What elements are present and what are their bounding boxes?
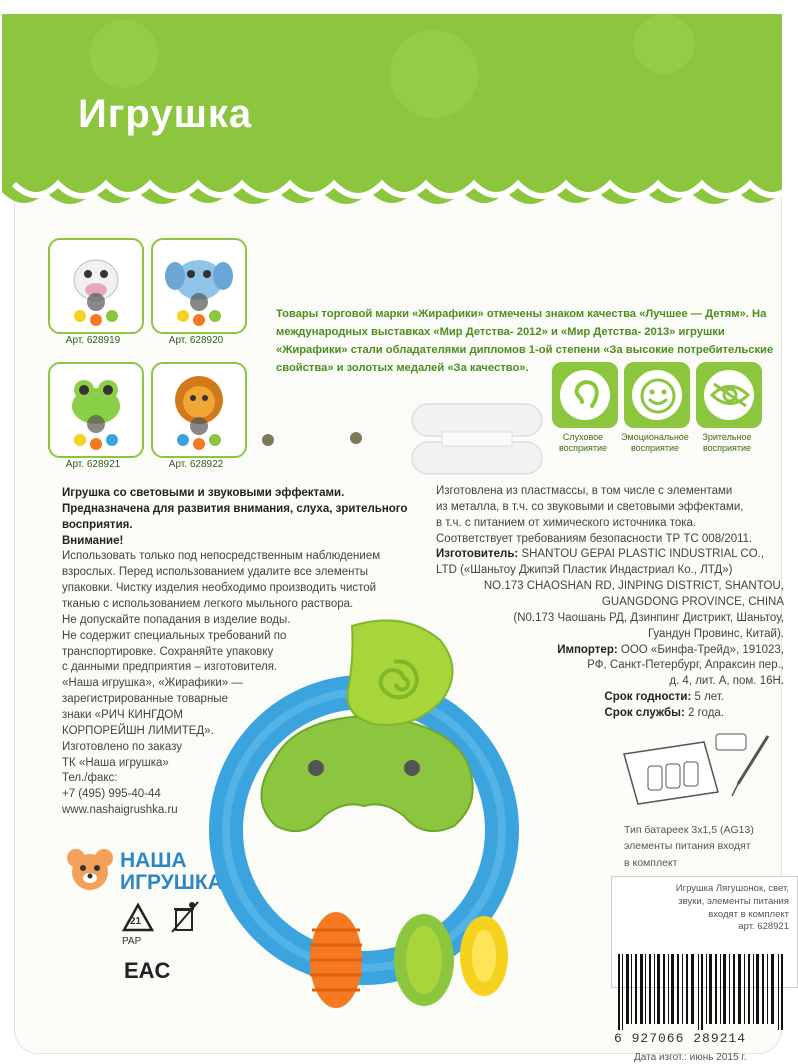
shelf-life-label: Срок годности:	[604, 691, 692, 704]
product-art-4: Арт. 628922	[168, 459, 224, 470]
product-art-1: Арт. 628919	[65, 335, 121, 346]
manufacturer-label: Изготовитель:	[436, 548, 519, 561]
importer-line: д. 4, лит. А, пом. 16Н.	[669, 675, 784, 688]
manufacturer-line: LTD («Шаньтоу Джипэй Пластик Индастриал Ко., ЛТД»)	[436, 564, 733, 577]
product-art-2: Арт. 628920	[168, 335, 224, 346]
sticker-line: входят в комплект	[708, 908, 789, 920]
warning-line: Не содержит специальных требований по	[62, 629, 287, 642]
sticker-line: звуки, элементы питания	[678, 895, 789, 907]
product-thumb-frog	[48, 362, 144, 458]
material-line: Изготовлена из пластмассы, в том числе с элементами	[436, 485, 733, 497]
battery-note: элементы питания входят	[624, 840, 751, 853]
brand-line: ИГРУШКА	[120, 871, 223, 895]
warning-heading: Игрушка со световыми и звуковыми эффектами. Предназначена для развития внимания, слуха, зрительного восприятия.	[62, 487, 408, 531]
manufacturer-line: Гуандун Провинс, Китай).	[647, 627, 784, 640]
battery-type: Тип батареек 3х1,5 (AG13)	[624, 824, 754, 836]
hanger-hole	[350, 432, 362, 444]
battery-install-diagram	[618, 726, 778, 818]
hanger-hole	[262, 434, 274, 446]
badge-emotional-label: Эмоциональное восприятие	[621, 432, 689, 454]
barcode	[614, 954, 794, 1030]
material-line: из металла, в т.ч. со звуковыми и световыми эффектами,	[436, 500, 744, 513]
warning-line: зарегистрированные товарные	[62, 693, 228, 706]
service-life-value: 2 года.	[688, 707, 724, 720]
manufacturer-line: GUANGDONG PROVINCE, CHINA	[601, 596, 784, 609]
product-thumb-elephant	[151, 238, 247, 334]
brand-line: НАША	[120, 849, 187, 872]
warning-line: с данными предприятия – изготовителя.	[62, 661, 278, 674]
importer-label: Импортер:	[557, 643, 618, 656]
material-line: в т.ч. с питанием от химического источника тока.	[436, 516, 697, 529]
product-art-3: Арт. 628921	[65, 459, 121, 470]
warning-line: знаки «РИЧ КИНГДОМ	[62, 709, 183, 722]
badge-hearing	[552, 362, 618, 428]
warning-line: КОРПОРЕЙШН ЛИМИТЕД».	[62, 724, 214, 737]
recycle-number: 21	[130, 916, 142, 927]
warning-line: Изготовлено по заказу	[62, 740, 182, 753]
package-card	[14, 14, 789, 1063]
quality-award-text: Товары торговой марки «Жирафики» отмечены знаком качества «Лучшее — Детям». На международных выставках «Мир Детства- 2012» и «Мир Детства- 2013» игрушки «Жирафики» стали обладателями дипломов 1-ой степени «За высокие потребительские свойства» и золотых медалей «За качество».	[276, 308, 774, 374]
warning-line: www.nashaigrushka.ru	[62, 804, 178, 817]
smile-icon	[638, 376, 678, 416]
recycle-label: PAP	[122, 936, 142, 947]
badge-hearing-label: Слуховое восприятие	[558, 432, 608, 454]
warning-attention: Внимание!	[62, 534, 124, 547]
importer-line: ООО «Бинфа-Трейд», 191023,	[620, 643, 784, 656]
manufacturer-line: SHANTOU GEPAI PLASTIC INDUSTRIAL CO.,	[521, 548, 765, 561]
eye-icon	[708, 380, 752, 410]
eac-mark: EAC	[124, 958, 171, 983]
page-title: Игрушка	[78, 92, 253, 136]
badge-visual	[696, 362, 762, 428]
badge-visual-label: Зрительное восприятие	[702, 432, 752, 454]
sticker-line: арт. 628921	[738, 921, 789, 933]
barcode-number: 6 927066 289214	[614, 1031, 747, 1046]
warning-line: упаковки. Чистку изделия необходимо производить чистой	[62, 582, 377, 595]
manufacture-date: Дата изгот.: июнь 2015 г.	[634, 1052, 747, 1063]
warning-line: Использовать только под непосредственным наблюдением	[62, 550, 381, 563]
frog-rattle-toy	[204, 600, 594, 1060]
warning-line: взрослых. Перед использованием удалите все элементы	[62, 566, 369, 579]
badge-emotional	[624, 362, 690, 428]
material-line: Соответствует требованиям безопасности ТР ТС 008/2011.	[436, 532, 753, 545]
ear-icon	[568, 376, 604, 414]
trash-bin-icon	[170, 900, 200, 934]
warning-line: тканью с использованием легкого мыльного раствора.	[62, 598, 354, 611]
manufacturer-line: NO.173 CHAOSHAN RD, JINPING DISTRICT, SHANTOU,	[483, 580, 784, 593]
manufacturer-line: (N0.173 Чаошань РД, Дзинпинг Дистрикт, Шаньтоу,	[513, 611, 784, 624]
service-life-label: Срок службы:	[604, 707, 685, 720]
shelf-life-value: 5 лет.	[694, 691, 724, 704]
sticker-line: Игрушка Лягушонок, свет,	[675, 883, 789, 894]
warning-line: транспортировке. Сохраняйте упаковку	[62, 645, 274, 658]
warning-line: +7 (495) 995-40-44	[62, 788, 161, 801]
warning-line: Тел./факс:	[62, 772, 118, 785]
bear-logo-icon	[62, 846, 118, 892]
warning-line: ТК «Наша игрушка»	[62, 756, 169, 769]
product-thumb-lion	[151, 362, 247, 458]
warning-line: Не допускайте попадания в изделие воды.	[62, 613, 291, 626]
battery-info	[624, 822, 794, 871]
product-thumb-cow	[48, 238, 144, 334]
plastic-hanger-clip	[402, 386, 552, 486]
warning-line: «Наша игрушка», «Жирафики» —	[62, 677, 243, 690]
battery-note: в комплект	[624, 856, 678, 869]
importer-line: РФ, Санкт-Петербург, Апраксин пер.,	[587, 659, 784, 672]
